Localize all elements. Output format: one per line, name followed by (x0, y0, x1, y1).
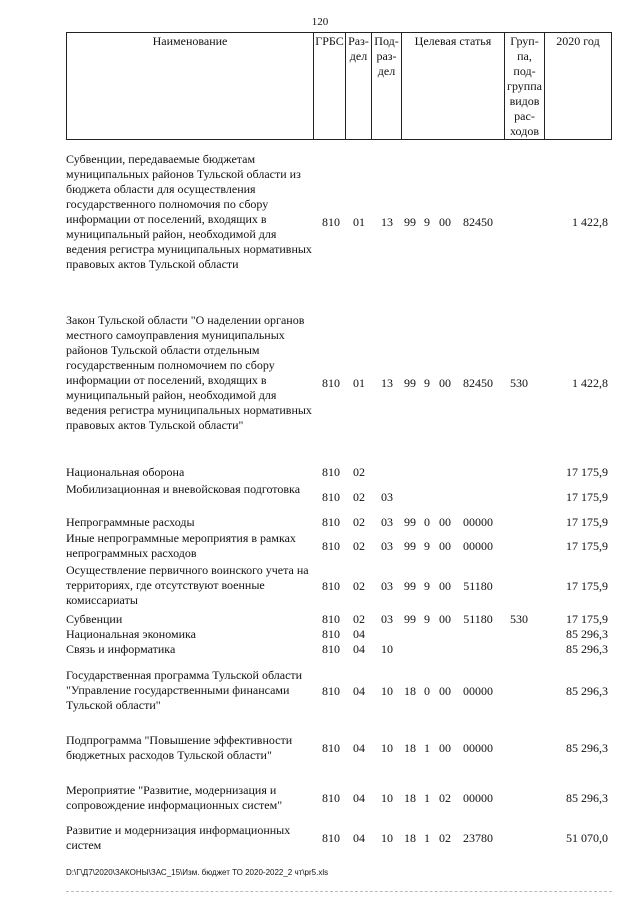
row-name: Субвенции (66, 612, 123, 626)
grbs-cell: 810 (322, 684, 340, 698)
target-program-cell: 18 (404, 684, 416, 698)
header-podrazdel: Под- раз- дел (372, 33, 402, 139)
header-razdel: Раз- дел (346, 33, 372, 139)
podrazdel-cell: 03 (381, 539, 393, 553)
row-name: Субвенции, передаваемые бюджетам муниципальных районов Тульской области из бюджета области для осуществления государственного полномочия по сбору информации от поселений, входящих в муниципальный район, необходимой для ведения регистра муниципальных нормативных правовых актов Тульской области (66, 152, 312, 271)
razdel-cell: 02 (353, 612, 365, 626)
grbs-cell: 810 (322, 791, 340, 805)
target-event-cell: 02 (439, 831, 451, 845)
target-subprogram-cell: 0 (424, 684, 430, 698)
target-program-cell: 99 (404, 579, 416, 593)
amount-cell: 1 422,8 (572, 376, 608, 390)
footer-path: D:\Г\Д7\2020\ЗАКОНЫ\ЗАС_15\Изм. бюджет ТО 2020-2022_2 чт\pr5.xls (66, 868, 329, 877)
amount-cell: 17 175,9 (566, 490, 608, 504)
grbs-cell: 810 (322, 376, 340, 390)
razdel-cell: 02 (353, 465, 365, 479)
amount-cell: 1 422,8 (572, 215, 608, 229)
podrazdel-cell: 10 (381, 741, 393, 755)
target-program-cell: 99 (404, 515, 416, 529)
amount-cell: 17 175,9 (566, 579, 608, 593)
target-event-cell: 00 (439, 215, 451, 229)
target-event-cell: 00 (439, 579, 451, 593)
podrazdel-cell: 10 (381, 831, 393, 845)
target-subprogram-cell: 9 (424, 376, 430, 390)
target-direction-cell: 23780 (463, 831, 493, 845)
amount-cell: 85 296,3 (566, 791, 608, 805)
amount-cell: 17 175,9 (566, 465, 608, 479)
razdel-cell: 04 (353, 684, 365, 698)
target-direction-cell: 51180 (463, 579, 493, 593)
target-direction-cell: 51180 (463, 612, 493, 626)
header-celevaya: Целевая статья (402, 33, 505, 139)
row-name: Государственная программа Тульской области "Управление государственными финансами Тульской области" (66, 668, 303, 712)
grbs-cell: 810 (322, 490, 340, 504)
target-program-cell: 18 (404, 831, 416, 845)
razdel-cell: 04 (353, 642, 365, 656)
razdel-cell: 02 (353, 579, 365, 593)
page-number: 120 (311, 16, 329, 28)
razdel-cell: 04 (353, 791, 365, 805)
razdel-cell: 01 (353, 215, 365, 229)
expense-group-cell: 530 (510, 612, 528, 626)
row-name: Мероприятие "Развитие, модернизация и сопровождение информационных систем" (66, 783, 283, 812)
grbs-cell: 810 (322, 539, 340, 553)
podrazdel-cell: 13 (381, 215, 393, 229)
header-gruppa: Груп- па, под- группа видов рас- ходов (505, 33, 545, 139)
grbs-cell: 810 (322, 741, 340, 755)
target-subprogram-cell: 9 (424, 612, 430, 626)
amount-cell: 51 070,0 (566, 831, 608, 845)
header-year: 2020 год (556, 34, 600, 48)
target-subprogram-cell: 9 (424, 215, 430, 229)
podrazdel-cell: 10 (381, 684, 393, 698)
grbs-cell: 810 (322, 465, 340, 479)
target-direction-cell: 00000 (463, 515, 493, 529)
table-header (66, 32, 612, 140)
razdel-cell: 02 (353, 539, 365, 553)
target-direction-cell: 82450 (463, 376, 493, 390)
target-program-cell: 18 (404, 741, 416, 755)
target-subprogram-cell: 9 (424, 539, 430, 553)
podrazdel-cell: 03 (381, 515, 393, 529)
podrazdel-cell: 03 (381, 612, 393, 626)
grbs-cell: 810 (322, 831, 340, 845)
target-event-cell: 00 (439, 741, 451, 755)
podrazdel-cell: 13 (381, 376, 393, 390)
target-subprogram-cell: 1 (424, 831, 430, 845)
razdel-cell: 04 (353, 831, 365, 845)
target-subprogram-cell: 1 (424, 741, 430, 755)
row-name: Развитие и модернизация информационных систем (66, 823, 291, 852)
razdel-cell: 02 (353, 490, 365, 504)
podrazdel-cell: 03 (381, 490, 393, 504)
target-program-cell: 99 (404, 376, 416, 390)
amount-cell: 17 175,9 (566, 612, 608, 626)
target-event-cell: 00 (439, 539, 451, 553)
target-subprogram-cell: 1 (424, 791, 430, 805)
target-program-cell: 99 (404, 612, 416, 626)
row-name: Закон Тульской области "О наделении органов местного самоуправления муниципальных районов Тульской области отдельным государственным полномочием по сбору информации от поселений, входящих в муниципальный район, необходимой для ведения регистра муниципальных нормативных правовых актов Тульской области" (66, 313, 312, 432)
target-event-cell: 02 (439, 791, 451, 805)
row-name: Национальная экономика (66, 627, 196, 641)
razdel-cell: 04 (353, 741, 365, 755)
grbs-cell: 810 (322, 612, 340, 626)
grbs-cell: 810 (322, 215, 340, 229)
target-direction-cell: 00000 (463, 791, 493, 805)
target-subprogram-cell: 9 (424, 579, 430, 593)
amount-cell: 85 296,3 (566, 684, 608, 698)
target-event-cell: 00 (439, 515, 451, 529)
podrazdel-cell: 10 (381, 791, 393, 805)
row-name: Мобилизационная и вневойсковая подготовка (66, 482, 301, 496)
grbs-cell: 810 (322, 579, 340, 593)
header-grbs: ГРБС (314, 33, 346, 139)
amount-cell: 85 296,3 (566, 642, 608, 656)
target-direction-cell: 00000 (463, 684, 493, 698)
razdel-cell: 02 (353, 515, 365, 529)
target-event-cell: 00 (439, 684, 451, 698)
row-name: Подпрограмма "Повышение эффективности бюджетных расходов Тульской области" (66, 733, 293, 762)
grbs-cell: 810 (322, 515, 340, 529)
grbs-cell: 810 (322, 627, 340, 641)
row-name: Национальная оборона (66, 465, 185, 479)
amount-cell: 17 175,9 (566, 539, 608, 553)
header-name: Наименование (67, 33, 314, 139)
target-event-cell: 00 (439, 376, 451, 390)
amount-cell: 85 296,3 (566, 741, 608, 755)
target-event-cell: 00 (439, 612, 451, 626)
row-name: Иные непрограммные мероприятия в рамках непрограммных расходов (66, 531, 296, 560)
expense-group-cell: 530 (510, 376, 528, 390)
scan-divider (66, 891, 612, 892)
target-program-cell: 99 (404, 215, 416, 229)
target-program-cell: 18 (404, 791, 416, 805)
amount-cell: 85 296,3 (566, 627, 608, 641)
podrazdel-cell: 03 (381, 579, 393, 593)
target-subprogram-cell: 0 (424, 515, 430, 529)
row-name: Непрограммные расходы (66, 515, 195, 529)
amount-cell: 17 175,9 (566, 515, 608, 529)
razdel-cell: 01 (353, 376, 365, 390)
target-direction-cell: 00000 (463, 539, 493, 553)
razdel-cell: 04 (353, 627, 365, 641)
row-name: Связь и информатика (66, 642, 176, 656)
grbs-cell: 810 (322, 642, 340, 656)
row-name: Осуществление первичного воинского учета на территориях, где отсутствуют военные комиссариаты (66, 563, 309, 607)
target-program-cell: 99 (404, 539, 416, 553)
target-direction-cell: 00000 (463, 741, 493, 755)
podrazdel-cell: 10 (381, 642, 393, 656)
target-direction-cell: 82450 (463, 215, 493, 229)
